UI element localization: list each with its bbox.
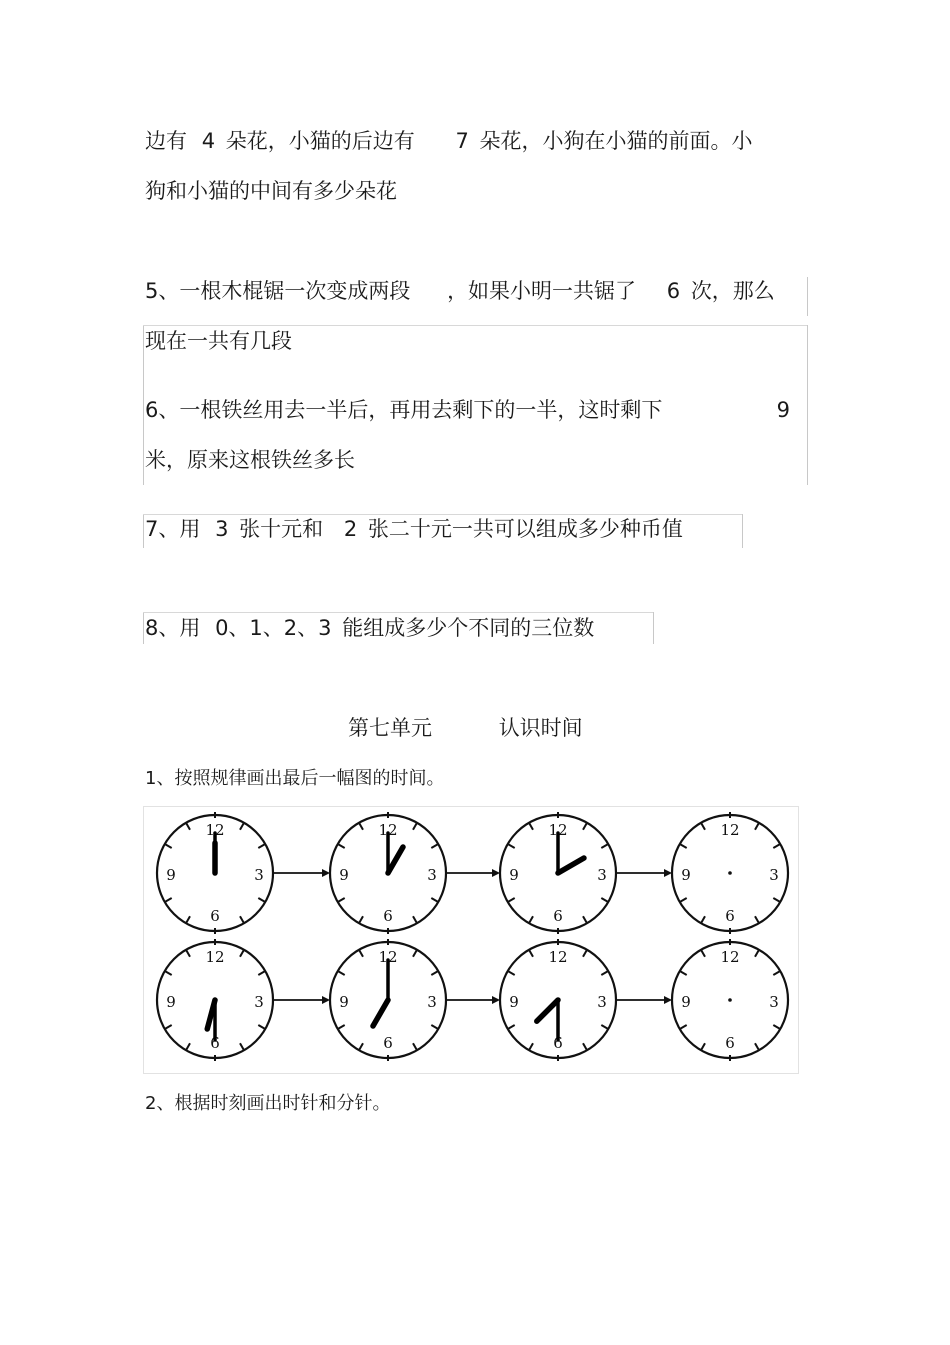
- clock-number: 12: [378, 821, 398, 839]
- question-5-line: 5、一根木棍锯一次变成两段 ，如果小明一共锯了 6 次，那么: [145, 279, 775, 303]
- clock-number: 9: [339, 866, 349, 884]
- clock-number: 3: [597, 866, 607, 884]
- table-border: [653, 612, 654, 644]
- clock-number: 3: [769, 866, 779, 884]
- clock-number: 6: [210, 1034, 220, 1052]
- clock-number: 6: [383, 907, 393, 925]
- question-7-line: 7、用 3 张十元和 2 张二十元一共可以组成多少种币值: [145, 517, 683, 541]
- clock-number: 6: [383, 1034, 393, 1052]
- clock-number: 12: [548, 948, 568, 966]
- clock-number: 12: [378, 948, 398, 966]
- problem-text-line: 边有 4 朵花，小猫的后边有 7 朵花，小狗在小猫的前面。小: [145, 129, 753, 153]
- clock-center-dot: [728, 998, 732, 1002]
- table-border: [143, 612, 653, 613]
- clock-figure: [143, 806, 799, 1074]
- unit-heading: [348, 718, 583, 739]
- problem-text-line: 狗和小猫的中间有多少朵花: [145, 179, 397, 203]
- clock-number: 6: [553, 907, 563, 925]
- clock-number: 9: [509, 993, 519, 1011]
- table-border: [143, 325, 807, 326]
- clock-number: 12: [205, 948, 225, 966]
- clock-pattern-figure: [143, 806, 799, 1074]
- clock-number: 6: [725, 907, 735, 925]
- table-border: [143, 612, 144, 644]
- clock-center-dot: [728, 871, 732, 875]
- task-2-text: 2、根据时刻画出时针和分针。: [145, 1093, 391, 1114]
- clock-number: 12: [720, 821, 740, 839]
- table-border: [143, 325, 144, 485]
- clock-number: 3: [769, 993, 779, 1011]
- question-6-line: 6、一根铁丝用去一半后，再用去剩下的一半，这时剩下 9: [145, 398, 790, 422]
- question-6-line: 米，原来这根铁丝多长: [145, 448, 355, 472]
- table-border: [807, 277, 808, 316]
- unit-title: 认识时间: [498, 716, 583, 740]
- clock-number: 9: [509, 866, 519, 884]
- clock-number: 9: [681, 866, 691, 884]
- clock-number: 9: [681, 993, 691, 1011]
- table-border: [807, 325, 808, 485]
- clock-number: 3: [427, 866, 437, 884]
- clock-number: 3: [427, 993, 437, 1011]
- clock-number: 9: [339, 993, 349, 1011]
- table-border: [143, 514, 144, 548]
- task-1-text: 1、按照规律画出最后一幅图的时间。: [145, 768, 445, 789]
- clock-number: 6: [210, 907, 220, 925]
- clock-number: 9: [166, 866, 176, 884]
- clock-number: 12: [548, 821, 568, 839]
- question-5-line: 现在一共有几段: [145, 329, 292, 353]
- clock-number: 3: [597, 993, 607, 1011]
- clock-number: 12: [205, 821, 225, 839]
- clock-number: 9: [166, 993, 176, 1011]
- unit-name: 第七单元: [348, 716, 432, 740]
- question-8-line: 8、用 0、1、2、3 能组成多少个不同的三位数: [145, 616, 595, 640]
- clock-number: 6: [725, 1034, 735, 1052]
- table-border: [143, 514, 742, 515]
- table-border: [742, 514, 743, 548]
- clock-number: 6: [553, 1034, 563, 1052]
- clock-number: 12: [720, 948, 740, 966]
- clock-number: 3: [254, 993, 264, 1011]
- clock-number: 3: [254, 866, 264, 884]
